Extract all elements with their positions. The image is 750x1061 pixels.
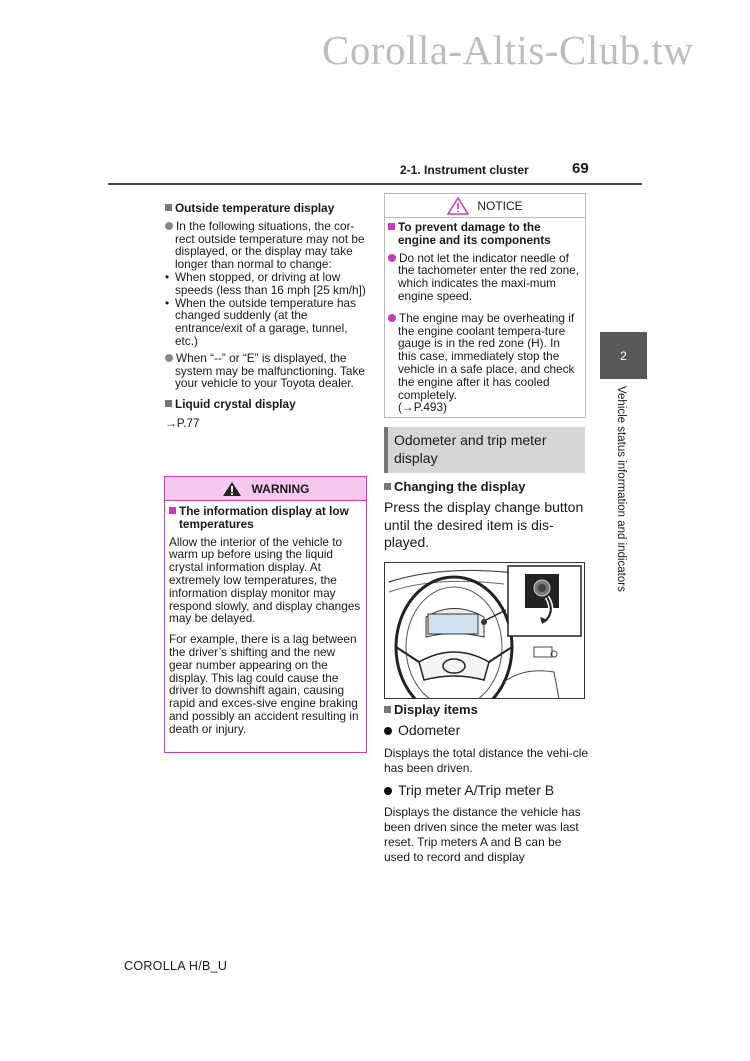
lcd-page-reference[interactable]: →P.77: [165, 415, 200, 430]
notice-page-reference[interactable]: (→P.493): [398, 400, 447, 415]
square-bullet-icon: [165, 400, 172, 407]
chapter-title: Vehicle status information and indicators: [615, 386, 627, 592]
square-bullet-icon: [169, 507, 176, 514]
circle-bullet-icon: [388, 254, 396, 262]
outside-temp-item-2: When “--” or “E” is displayed, the system may be malfunctioning. Take your vehicle to your Toyota dealer.: [165, 352, 367, 390]
outside-temp-heading: Outside temperature display: [165, 202, 367, 215]
lcd-heading: Liquid crystal display: [165, 398, 367, 411]
square-bullet-icon: [384, 706, 391, 713]
outside-temp-subitem-1: • When stopped, or driving at low speeds (less than 16 mph [25 km/h]): [165, 271, 367, 297]
warning-label: WARNING: [251, 481, 310, 496]
odometer-item: Odometer: [384, 722, 589, 740]
square-bullet-icon: [388, 223, 395, 230]
steering-wheel-illustration: [384, 562, 585, 699]
section-title-banner: [384, 427, 585, 473]
notice-label: NOTICE: [477, 198, 523, 213]
black-bullet-icon: [384, 787, 392, 795]
caution-triangle-icon: [447, 197, 469, 215]
header-rule: [108, 183, 642, 185]
page-number: 69: [572, 160, 589, 177]
changing-display-heading: Changing the display: [384, 479, 589, 494]
warning-triangle-icon: [222, 481, 242, 497]
section-header: 2-1. Instrument cluster: [400, 163, 529, 177]
circle-bullet-icon: [388, 314, 396, 322]
changing-display-section: [384, 479, 589, 552]
trip-meter-item: Trip meter A/Trip meter B: [384, 782, 589, 800]
changing-display-text: Press the display change button until the desired item is dis-played.: [384, 499, 584, 550]
display-items-section: [384, 702, 589, 865]
square-bullet-icon: [384, 483, 391, 490]
circle-bullet-icon: [165, 354, 173, 362]
display-items-heading: Display items: [384, 702, 589, 717]
footer-model-code: COROLLA H/B_U: [124, 959, 228, 973]
notice-box: [384, 193, 586, 418]
odometer-description: Displays the total distance the vehi-cle has been driven.: [384, 745, 589, 775]
outside-temp-subitem-2: • When the outside temperature has changed suddenly (at the entrance/exit of a garage, tunnel, etc.): [165, 297, 367, 348]
warning-header: [165, 477, 366, 501]
square-bullet-icon: [165, 204, 172, 211]
notice-header: [385, 194, 585, 218]
black-bullet-icon: [384, 727, 392, 735]
warning-paragraph-2: For example, there is a lag between the driver’s shifting and the new gear number appearing on the display. This lag could cause the driver to downshift again, causing rapid and exces-sive engine braking and possibly an accident resulting in death or injury.: [169, 632, 359, 736]
chapter-tab: [600, 332, 647, 379]
outside-temp-section: [165, 202, 367, 430]
notice-item-1: Do not let the indicator needle of the tachometer enter the red zone, which indicates the maxi-mum engine speed.: [388, 252, 581, 303]
notice-heading: To prevent damage to the engine and its components: [388, 221, 581, 247]
warning-box: [164, 476, 367, 753]
notice-item-2: The engine may be overheating if the engine coolant tempera-ture gauge is in the red zone (H). In this case, immediately stop the vehicle in a safe place, and check the engine after it has cooled completely.: [388, 312, 581, 402]
outside-temp-item-1: In the following situations, the cor-rect outside temperature may not be displayed, or the display may take longer than normal to change:: [165, 220, 367, 271]
warning-heading: The information display at low temperatures: [169, 505, 362, 531]
section-title: Odometer and trip meter display: [394, 432, 547, 466]
trip-meter-description: Displays the distance the vehicle has been driven since the meter was last reset. Trip meters A and B can be used to record and display: [384, 805, 581, 864]
warning-paragraph-1: Allow the interior of the vehicle to warm up before using the liquid crystal information display. At extremely low temperatures, the information display monitor may respond slowly, and display changes may be delayed.: [169, 534, 361, 626]
circle-bullet-icon: [165, 222, 173, 230]
chapter-number: 2: [620, 348, 627, 363]
watermark: Corolla-Altis-Club.tw: [322, 27, 694, 73]
